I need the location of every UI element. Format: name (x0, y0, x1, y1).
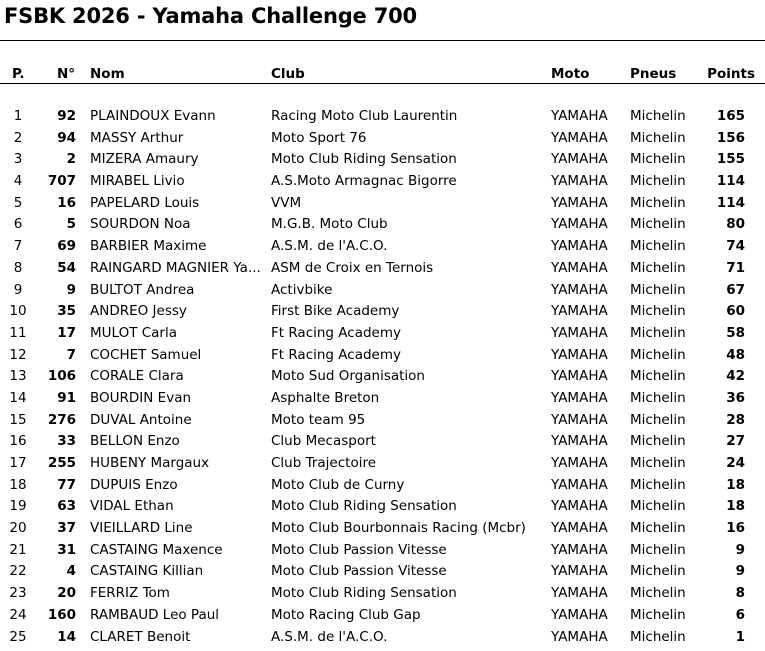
cell-tyres: Michelin (630, 216, 686, 233)
cell-tyres: Michelin (630, 476, 686, 493)
cell-moto: YAMAHA (551, 216, 608, 233)
cell-club: Club Trajectoire (271, 455, 377, 471)
cell-tyres: Michelin (630, 129, 686, 146)
cell-points: 18 (726, 498, 745, 515)
cell-points: 9 (735, 563, 745, 580)
cell-name: VIEILLARD Line (90, 520, 193, 537)
cell-points: 28 (726, 411, 745, 428)
cell-points: 8 (735, 585, 745, 602)
cell-points: 9 (735, 541, 745, 558)
cell-position: 14 (9, 389, 27, 406)
cell-name: MIZERA Amaury (90, 151, 199, 168)
cell-tyres: Michelin (630, 259, 686, 276)
cell-number: 5 (66, 216, 76, 233)
cell-name: FERRIZ Tom (90, 585, 170, 602)
cell-number: 63 (57, 498, 76, 515)
cell-club: A.S.Moto Armagnac Bigorre (271, 173, 457, 190)
cell-moto: YAMAHA (551, 173, 608, 190)
header-tyres: Pneus (630, 66, 677, 82)
cell-position: 6 (13, 216, 23, 233)
cell-moto: YAMAHA (551, 520, 608, 537)
cell-number: 91 (57, 389, 76, 406)
table-row (0, 496, 765, 518)
cell-name: ANDREO Jessy (90, 303, 187, 320)
table-row (0, 627, 765, 649)
cell-name: PLAINDOUX Evann (90, 108, 216, 124)
cell-club: Ft Racing Academy (271, 346, 402, 363)
cell-tyres: Michelin (630, 368, 686, 385)
header-name: Nom (90, 66, 125, 82)
cell-club: Moto Club Passion Vitesse (271, 563, 447, 580)
table-row (0, 345, 765, 367)
cell-moto: YAMAHA (551, 455, 608, 471)
cell-name: BULTOT Andrea (90, 281, 195, 298)
cell-tyres: Michelin (630, 303, 686, 320)
cell-moto: YAMAHA (551, 238, 608, 255)
cell-name: VIDAL Ethan (90, 498, 174, 515)
cell-name: HUBENY Margaux (90, 455, 210, 471)
cell-position: 11 (9, 324, 27, 341)
cell-club: A.S.M. de l'A.C.O. (271, 238, 388, 255)
cell-points: 1 (735, 628, 745, 645)
cell-club: M.G.B. Moto Club (271, 216, 388, 233)
cell-tyres: Michelin (630, 194, 686, 211)
cell-tyres: Michelin (630, 324, 686, 341)
cell-name: RAINGARD MAGNIER Ya... (90, 259, 261, 276)
cell-points: 114 (716, 194, 745, 211)
cell-name: CORALE Clara (90, 368, 184, 385)
cell-moto: YAMAHA (551, 259, 608, 276)
cell-club: Moto Club Riding Sensation (271, 151, 457, 168)
cell-moto: YAMAHA (551, 346, 608, 363)
cell-club: Moto Club de Curny (271, 476, 405, 493)
table-row (0, 366, 765, 388)
cell-club: ASM de Croix en Ternois (271, 259, 434, 276)
cell-moto: YAMAHA (551, 498, 608, 515)
cell-position: 4 (13, 173, 23, 190)
cell-points: 58 (726, 324, 745, 341)
cell-points: 6 (735, 606, 745, 623)
cell-position: 1 (13, 108, 23, 124)
cell-number: 31 (57, 541, 76, 558)
cell-number: 707 (47, 173, 76, 190)
cell-name: MIRABEL Livio (90, 173, 185, 190)
cell-moto: YAMAHA (551, 563, 608, 580)
header-club: Club (271, 66, 305, 82)
cell-points: 24 (726, 455, 745, 471)
table-row (0, 323, 765, 345)
cell-tyres: Michelin (630, 541, 686, 558)
cell-tyres: Michelin (630, 585, 686, 602)
cell-points: 42 (726, 368, 745, 385)
cell-points: 156 (716, 129, 745, 146)
header-number: N° (56, 66, 76, 82)
cell-name: MULOT Carla (90, 324, 178, 341)
cell-number: 77 (57, 476, 76, 493)
cell-moto: YAMAHA (551, 585, 608, 602)
cell-number: 33 (57, 433, 76, 450)
cell-moto: YAMAHA (551, 108, 608, 124)
cell-points: 60 (726, 303, 745, 320)
cell-name: MASSY Arthur (90, 129, 184, 146)
cell-points: 71 (726, 259, 745, 276)
cell-points: 18 (726, 476, 745, 493)
cell-number: 69 (57, 238, 76, 255)
cell-position: 22 (9, 563, 27, 580)
cell-club: Moto Club Riding Sensation (271, 585, 457, 602)
table-row (0, 301, 765, 323)
cell-club: First Bike Academy (271, 303, 400, 320)
cell-name: CASTAING Maxence (90, 541, 223, 558)
cell-club: Club Mecasport (271, 433, 376, 450)
cell-moto: YAMAHA (551, 368, 608, 385)
cell-tyres: Michelin (630, 455, 686, 471)
cell-moto: YAMAHA (551, 541, 608, 558)
cell-club: Moto Club Passion Vitesse (271, 541, 447, 558)
cell-tyres: Michelin (630, 411, 686, 428)
cell-position: 20 (9, 520, 27, 537)
cell-club: Moto Sud Organisation (271, 368, 425, 385)
cell-number: 54 (57, 259, 76, 276)
cell-position: 8 (13, 259, 23, 276)
table-row (0, 171, 765, 193)
cell-position: 15 (9, 411, 27, 428)
cell-moto: YAMAHA (551, 476, 608, 493)
table-row (0, 410, 765, 432)
cell-club: Ft Racing Academy (271, 324, 402, 341)
cell-tyres: Michelin (630, 151, 686, 168)
cell-number: 106 (47, 368, 76, 385)
cell-position: 9 (13, 281, 23, 298)
cell-moto: YAMAHA (551, 281, 608, 298)
cell-club: Moto Club Bourbonnais Racing (Mcbr) (271, 520, 526, 537)
cell-name: DUVAL Antoine (90, 411, 192, 428)
cell-tyres: Michelin (630, 606, 686, 623)
cell-number: 92 (57, 108, 76, 124)
cell-position: 19 (9, 498, 27, 515)
cell-position: 21 (9, 541, 27, 558)
table-row (0, 561, 765, 583)
cell-club: Activbike (271, 281, 333, 298)
table-row (0, 258, 765, 280)
table-row (0, 453, 765, 475)
cell-name: RAMBAUD Leo Paul (90, 606, 220, 623)
header-divider (0, 83, 765, 84)
table-header (0, 64, 765, 84)
cell-number: 9 (66, 281, 76, 298)
cell-position: 18 (9, 476, 27, 493)
cell-moto: YAMAHA (551, 411, 608, 428)
cell-name: BARBIER Maxime (90, 238, 207, 255)
cell-points: 67 (726, 281, 745, 298)
cell-points: 114 (716, 173, 745, 190)
cell-moto: YAMAHA (551, 151, 608, 168)
cell-position: 24 (9, 606, 27, 623)
title-divider (0, 40, 765, 41)
cell-club: Moto Racing Club Gap (271, 606, 421, 623)
cell-number: 20 (57, 585, 76, 602)
cell-position: 7 (13, 238, 23, 255)
cell-tyres: Michelin (630, 346, 686, 363)
header-position: P. (12, 66, 25, 82)
cell-tyres: Michelin (630, 281, 686, 298)
standings-table-body (0, 106, 765, 648)
header-points: Points (707, 66, 755, 82)
cell-position: 13 (9, 368, 27, 385)
cell-tyres: Michelin (630, 520, 686, 537)
cell-tyres: Michelin (630, 389, 686, 406)
table-row (0, 475, 765, 497)
cell-moto: YAMAHA (551, 389, 608, 406)
table-row (0, 149, 765, 171)
cell-number: 255 (47, 455, 76, 471)
cell-club: Moto team 95 (271, 411, 366, 428)
cell-position: 2 (13, 129, 23, 146)
cell-points: 155 (716, 151, 745, 168)
cell-name: BOURDIN Evan (90, 389, 192, 406)
cell-points: 80 (726, 216, 745, 233)
cell-number: 16 (57, 194, 76, 211)
cell-number: 2 (66, 151, 76, 168)
cell-number: 35 (57, 303, 76, 320)
cell-name: COCHET Samuel (90, 346, 202, 363)
cell-moto: YAMAHA (551, 628, 608, 645)
cell-club: A.S.M. de l'A.C.O. (271, 628, 388, 645)
cell-points: 36 (726, 389, 745, 406)
cell-number: 17 (57, 324, 76, 341)
table-row (0, 193, 765, 215)
table-row (0, 236, 765, 258)
cell-position: 25 (9, 628, 27, 645)
cell-tyres: Michelin (630, 238, 686, 255)
cell-position: 16 (9, 433, 27, 450)
cell-name: PAPELARD Louis (90, 194, 200, 211)
table-row (0, 605, 765, 627)
table-row (0, 128, 765, 150)
cell-position: 23 (9, 585, 27, 602)
cell-name: SOURDON Noa (90, 216, 191, 233)
cell-position: 17 (9, 455, 27, 471)
cell-position: 3 (13, 151, 23, 168)
cell-club: Asphalte Breton (271, 389, 380, 406)
cell-position: 5 (13, 194, 23, 211)
table-row (0, 540, 765, 562)
cell-moto: YAMAHA (551, 129, 608, 146)
cell-number: 4 (66, 563, 76, 580)
cell-number: 94 (57, 129, 76, 146)
cell-tyres: Michelin (630, 173, 686, 190)
cell-club: VVM (271, 194, 302, 211)
page-title: FSBK 2026 - Yamaha Challenge 700 (4, 4, 417, 28)
cell-position: 10 (9, 303, 27, 320)
table-row (0, 583, 765, 605)
cell-club: Moto Club Riding Sensation (271, 498, 457, 515)
cell-moto: YAMAHA (551, 303, 608, 320)
cell-moto: YAMAHA (551, 324, 608, 341)
cell-moto: YAMAHA (551, 433, 608, 450)
cell-points: 165 (716, 108, 745, 124)
cell-points: 16 (726, 520, 745, 537)
cell-club: Moto Sport 76 (271, 129, 367, 146)
table-row (0, 280, 765, 302)
cell-tyres: Michelin (630, 628, 686, 645)
cell-tyres: Michelin (630, 433, 686, 450)
cell-position: 12 (9, 346, 27, 363)
cell-points: 48 (726, 346, 745, 363)
cell-club: Racing Moto Club Laurentin (271, 108, 458, 124)
table-row (0, 431, 765, 453)
cell-points: 27 (726, 433, 745, 450)
cell-moto: YAMAHA (551, 194, 608, 211)
cell-number: 7 (66, 346, 76, 363)
cell-number: 37 (57, 520, 76, 537)
cell-name: BELLON Enzo (90, 433, 180, 450)
table-row (0, 106, 765, 128)
cell-name: CLARET Benoit (90, 628, 191, 645)
cell-tyres: Michelin (630, 108, 686, 124)
cell-tyres: Michelin (630, 563, 686, 580)
cell-number: 276 (47, 411, 76, 428)
cell-moto: YAMAHA (551, 606, 608, 623)
table-row (0, 214, 765, 236)
cell-name: DUPUIS Enzo (90, 476, 178, 493)
table-row (0, 388, 765, 410)
table-row (0, 518, 765, 540)
cell-points: 74 (726, 238, 745, 255)
cell-number: 160 (47, 606, 76, 623)
cell-number: 14 (57, 628, 76, 645)
cell-name: CASTAING Killian (90, 563, 204, 580)
cell-tyres: Michelin (630, 498, 686, 515)
header-moto: Moto (551, 66, 590, 82)
